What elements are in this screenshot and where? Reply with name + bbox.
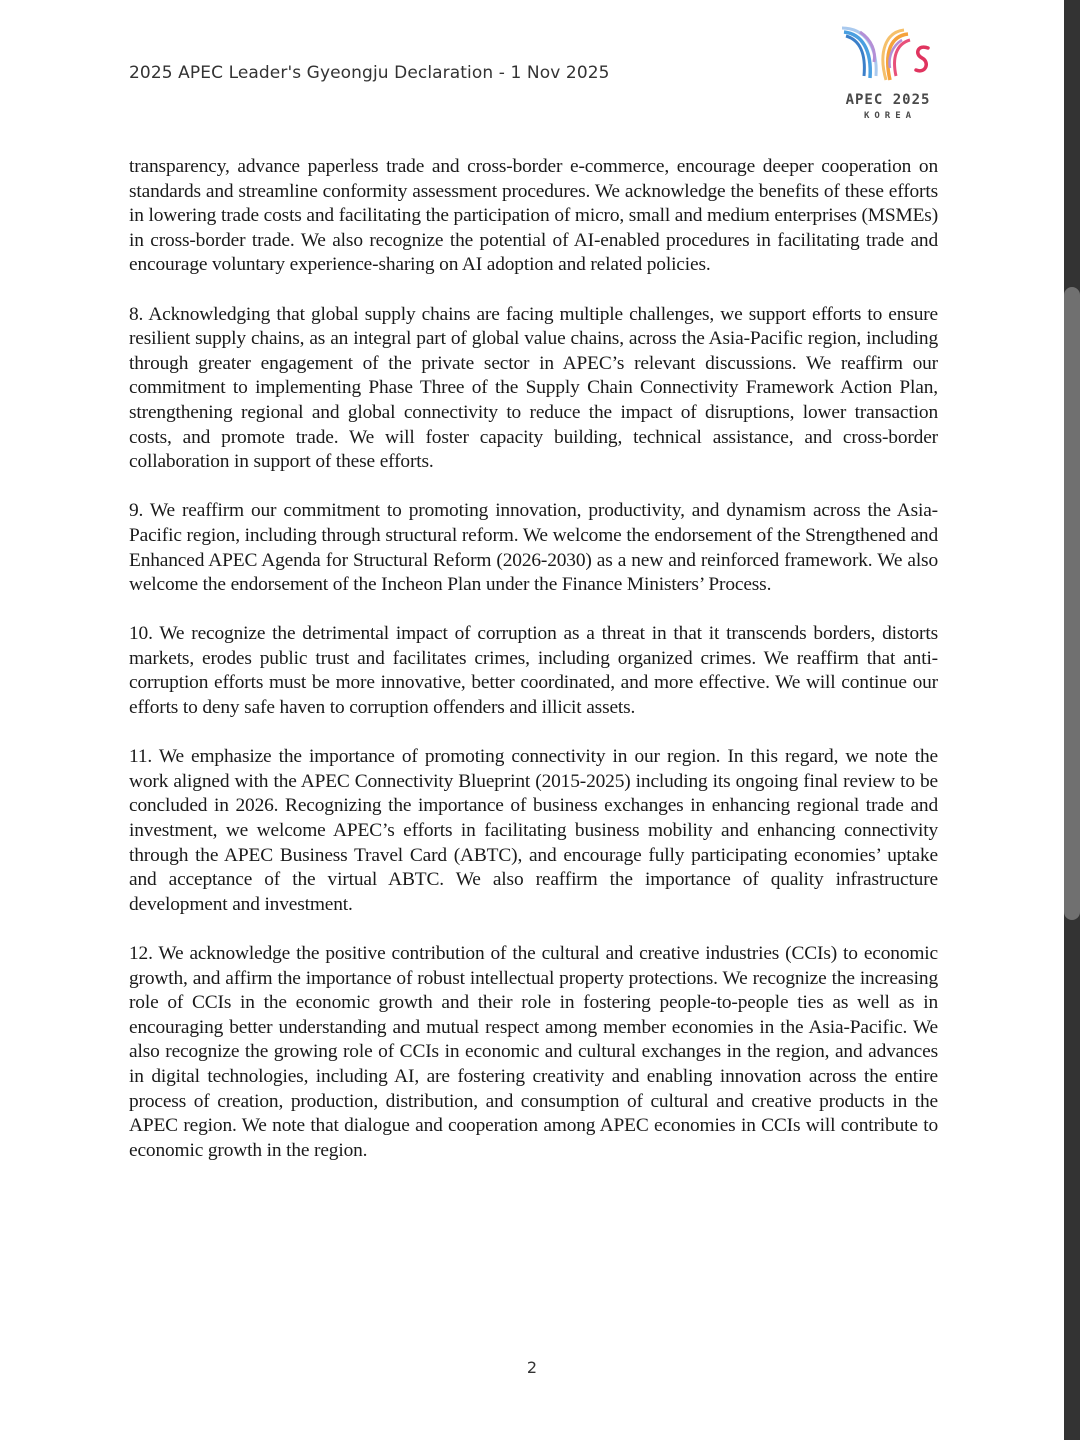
logo-text: APEC 2025 [845, 92, 931, 108]
paragraph-8: 8. Acknowledging that global supply chains are facing multiple challenges, we support efforts to ensure resilient supply chains, as an integral part of global value chains, across the Asia-Pacific region, including through greater engagement of the private sector in APEC’s relevant discussions. We reaffirm our commitment to implementing Phase Three of the Supply Chain Connectivity Framework Action Plan, strengthening regional and global connectivity to reduce the impact of disruptions, lower transaction costs, and promote trade. We will foster capacity building, technical assistance, and cross-border collaboration in support of these efforts. [129, 303, 938, 473]
paragraph-10: 10. We recognize the detrimental impact of corruption as a threat in that it transcends borders, distorts markets, erodes public trust and facilitates crimes, including organized crimes. We reaffirm that anti-corruption efforts must be more innovative, better coordinated, and more effective. We will continue our efforts to deny safe haven to corruption offenders and illicit assets. [129, 623, 938, 719]
document-header-title: 2025 APEC Leader's Gyeongju Declaration - 1 Nov 2025 [129, 63, 610, 83]
paragraph-11: 11. We emphasize the importance of promoting connectivity in our region. In this regard, we note the work aligned with the APEC Connectivity Blueprint (2015-2025) including its ongoing final review to be concluded in 2026. Recognizing the importance of business exchanges in enhancing regional trade and investment, we welcome APEC’s efforts in facilitating business mobility and enhancing connectivity through the APEC Business Travel Card (ABTC), and encourage fully participating economies’ uptake and acceptance of the virtual ABTC. We also reaffirm the importance of quality infrastructure development and investment. [129, 746, 938, 915]
logo-subtext: KOREA [863, 111, 917, 121]
paragraph-12: 12. We acknowledge the positive contribution of the cultural and creative industries (CCIs) to economic growth, and affirm the importance of robust intellectual property protections. We recognize the increasing role of CCIs in the economic growth and their role in fostering people-to-people ties as well as in encouraging better understanding and mutual respect among member economies in the Asia-Pacific. We also recognize the growing role of CCIs in economic and cultural exchanges in the region, and advances in digital technologies, including AI, are fostering creativity and enabling innovation across the entire process of creation, production, distribution, and consumption of cultural and creative products in the APEC region. We note that dialogue and cooperation among APEC economies in CCIs will contribute to economic growth in the region. [129, 943, 938, 1161]
paragraph-9: 9. We reaffirm our commitment to promoting innovation, productivity, and dynamism across the Asia-Pacific region, including through structural reform. We welcome the endorsement of the Strengthened and Enhanced APEC Agenda for Structural Reform (2026-2030) as a new and reinforced framework. We also welcome the endorsement of the Incheon Plan under the Finance Ministers’ Process. [129, 500, 938, 596]
paragraph-7-continued: transparency, advance paperless trade and cross-border e-commerce, encourage deeper cooperation on standards and streamline conformity assessment procedures. We acknowledge the benefits of these efforts in lowering trade costs and facilitating the participation of micro, small and medium enterprises (MSMEs) in cross-border trade. We also recognize the potential of AI-enabled procedures in facilitating trade and encourage voluntary experience-sharing on AI adoption and related policies. [129, 156, 938, 276]
apec-logo [838, 18, 938, 130]
apec-2025-emblem-icon [838, 18, 938, 90]
document-body [129, 155, 938, 1188]
scrollbar-thumb[interactable] [1064, 287, 1080, 920]
vertical-scrollbar[interactable] [1064, 0, 1080, 1440]
page-number: 2 [526, 1358, 538, 1377]
